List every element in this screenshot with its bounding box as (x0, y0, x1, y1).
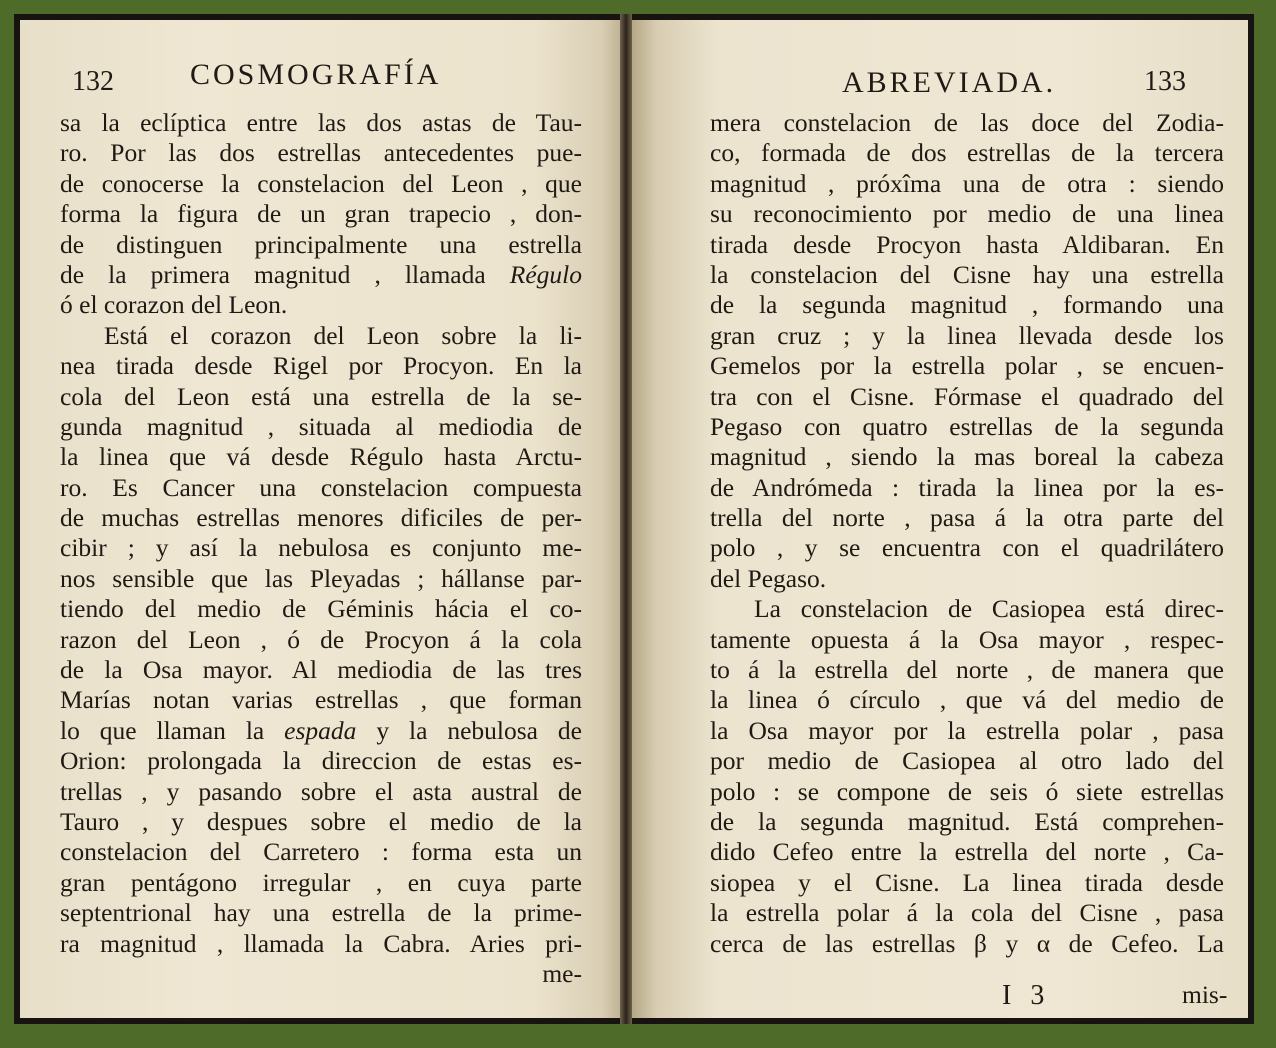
text-line: Orion: prolongada la direccion de estas es- (60, 746, 582, 776)
text-line: magnitud , siendo la mas boreal la cabeza (710, 442, 1224, 472)
text-line: la constelacion del Cisne hay una estrella (710, 259, 1224, 289)
text-line: polo : se compone de seis ó siete estrellas (710, 776, 1224, 806)
text-line: de muchas estrellas menores dificiles de per- (60, 503, 582, 533)
catchword: me- (542, 958, 582, 988)
text-line: ro. Por las dos estrellas antecedentes pue- (60, 138, 582, 168)
text-line: su reconocimiento por medio de una linea (710, 199, 1224, 229)
text-line: La constelacion de Casiopea está direc- (754, 594, 1224, 624)
text-line: Gemelos por la estrella polar , se encuen- (710, 351, 1224, 381)
text-line: Pegaso con quatro estrellas de la segunda (710, 411, 1224, 441)
text-line: forma la figura de un gran trapecio , don- (60, 199, 582, 229)
text-line: gunda magnitud , situada al mediodia de (60, 411, 582, 441)
text-line: gran pentágono irregular , en cuya parte (60, 867, 582, 897)
book-gutter (620, 14, 632, 1024)
printer-signature: I 3 (1002, 980, 1051, 1011)
text-line: razon del Leon , ó de Procyon á la cola (60, 624, 582, 654)
text-line: dido Cefeo entre la estrella del norte , Ca- (710, 837, 1224, 867)
text-line: la Osa mayor por la estrella polar , pasa (710, 715, 1224, 745)
text-line: sa la eclíptica entre las dos astas de Tau- (60, 108, 582, 137)
text-line: polo , y se encuentra con el quadrilátero (710, 533, 1224, 563)
catchword: mis- (1182, 980, 1228, 1009)
text-line: de conocerse la constelacion del Leon , que (60, 168, 582, 198)
text-line: cola del Leon está una estrella de la se- (60, 381, 582, 411)
right-page (632, 20, 1248, 1018)
text-line: del Pegaso. (710, 563, 827, 593)
text-line: Está el corazon del Leon sobre la li- (104, 320, 582, 350)
left-page-number: 132 (72, 66, 114, 97)
text-line: Tauro , y despues sobre el medio de la (60, 806, 582, 836)
text-line: co, formada de dos estrellas de la tercera (710, 138, 1224, 168)
right-page-text (710, 108, 1224, 959)
text-line: por medio de Casiopea al otro lado del (710, 746, 1224, 776)
text-line: ó el corazon del Leon. (60, 290, 288, 320)
text-line: nos sensible que las Pleyadas ; hállanse par- (60, 563, 582, 593)
right-page-number: 133 (1144, 66, 1186, 97)
text-line: mera constelacion de las doce del Zodia- (710, 108, 1224, 137)
text-line: de la Osa mayor. Al mediodia de las tres (60, 655, 582, 685)
text-line: lo que llaman la espada y la nebulosa de (60, 715, 582, 745)
text-line: ra magnitud , llamada la Cabra. Aries pri- (60, 928, 582, 958)
text-line: constelacion del Carretero : forma esta un (60, 837, 582, 867)
text-line: la linea ó círculo , que vá del medio de (710, 685, 1224, 715)
text-line: cerca de las estrellas β y α de Cefeo. La (710, 928, 1224, 958)
left-running-head: COSMOGRAFÍA (190, 58, 442, 91)
text-line: trella del norte , pasa á la otra parte del (710, 503, 1224, 533)
text-line: tra con el Cisne. Fórmase el quadrado del (710, 381, 1224, 411)
left-page-text (60, 108, 582, 989)
text-line: de distinguen principalmente una estrella (60, 229, 582, 259)
text-line: septentrional hay una estrella de la prime- (60, 898, 582, 928)
text-line: la linea que vá desde Régulo hasta Arctu- (60, 442, 582, 472)
text-line: de la segunda magnitud , formando una (710, 290, 1224, 320)
text-line: to á la estrella del norte , de manera que (710, 655, 1224, 685)
text-line: magnitud , próxîma una de otra : siendo (710, 168, 1224, 198)
text-line: la estrella polar á la cola del Cisne , pasa (710, 898, 1224, 928)
text-line: ro. Es Cancer una constelacion compuesta (60, 472, 582, 502)
right-running-head: ABREVIADA. (842, 66, 1057, 99)
text-line: tiendo del medio de Géminis hácia el co- (60, 594, 582, 624)
text-line: tirada desde Procyon hasta Aldibaran. En (710, 229, 1224, 259)
text-line: Marías notan varias estrellas , que forman (60, 685, 582, 715)
text-line: de la segunda magnitud. Está comprehen- (710, 806, 1224, 836)
text-line: de la primera magnitud , llamada Régulo (60, 259, 582, 289)
text-line: cibir ; y así la nebulosa es conjunto me- (60, 533, 582, 563)
text-line: gran cruz ; y la linea llevada desde los (710, 320, 1224, 350)
left-page (20, 20, 626, 1018)
text-line: trellas , y pasando sobre el asta austral de (60, 776, 582, 806)
text-line: nea tirada desde Rigel por Procyon. En la (60, 351, 582, 381)
text-line: de Andrómeda : tirada la linea por la es- (710, 472, 1224, 502)
text-line: tamente opuesta á la Osa mayor , respec- (710, 624, 1224, 654)
text-line: siopea y el Cisne. La linea tirada desde (710, 867, 1224, 897)
book-spread (14, 14, 1254, 1024)
